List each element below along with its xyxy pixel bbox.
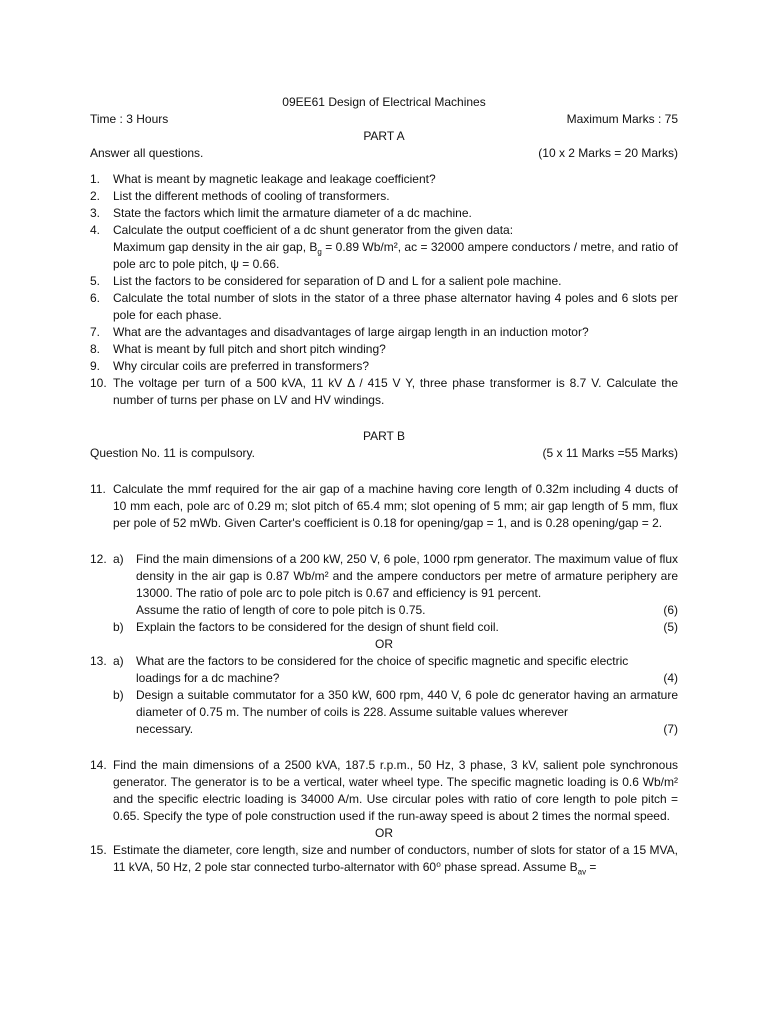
or-separator: OR bbox=[375, 826, 393, 840]
part-a-heading: PART A bbox=[363, 129, 405, 143]
part-a-instruction: Answer all questions. bbox=[90, 146, 204, 160]
question-12b: b) Explain the factors to be considered for the design of shunt field coil. (5) bbox=[113, 620, 678, 634]
question-1: 1. What is meant by magnetic leakage and leakage coefficient? bbox=[90, 172, 436, 186]
question-13a: a) What are the factors to be considered for the choice of specific magnetic and specific electric loadings for a dc machine? (4) bbox=[113, 654, 678, 685]
question-13b: b) Design a suitable commutator for a 350 kW, 600 rpm, 440 V, 6 pole dc generator having an armature diameter of 0.75 m. The number of coils is 228. Assume suitable values wherever necessary. (7) bbox=[113, 688, 678, 736]
max-marks-label: Maximum Marks : 75 bbox=[566, 112, 678, 126]
part-b-marks: (5 x 11 Marks =55 Marks) bbox=[542, 446, 678, 460]
question-12a: a) Find the main dimensions of a 200 kW, 250 V, 6 pole, 1000 rpm generator. The maximum value of flux density in the air gap is 0.87 Wb/m² and the ampere conductors per metre of armature periphery are 13000. The ratio of pole arc to pole pitch is 0.67 and efficiency is 91 percent. Assume the ratio of length of core to pole pitch is 0.75. (6) bbox=[113, 552, 678, 617]
part-a-marks: (10 x 2 Marks = 20 Marks) bbox=[538, 146, 678, 160]
marks-label: (6) bbox=[663, 603, 678, 617]
question-10: 10. The voltage per turn of a 500 kVA, 11 kV Δ / 415 V Y, three phase transformer is 8.7 V. Calculate the number of turns per phase on LV and HV windings. bbox=[90, 376, 678, 407]
question-5: 5. List the factors to be considered for separation of D and L for a salient pole machine. bbox=[90, 274, 562, 288]
paper-title: 09EE61 Design of Electrical Machines bbox=[282, 95, 486, 109]
question-4: 4. Calculate the output coefficient of a dc shunt generator from the given data: Maximum gap density in the air gap, $B_g = 0.89$ Wb/m², ac = 32000 ampere conductors / metre, and ratio of pole arc to pole pitch, ψ = 0.66. bbox=[90, 223, 678, 271]
time-marks-row bbox=[90, 111, 678, 128]
question-8: 8. What is meant by full pitch and short pitch winding? bbox=[90, 342, 386, 356]
marks-label: (5) bbox=[663, 620, 678, 634]
marks-label: (7) bbox=[663, 722, 678, 736]
question-2: 2. List the different methods of cooling of transformers. bbox=[90, 189, 390, 203]
question-13: 13. a) What are the factors to be considered for the choice of specific magnetic and specific electric loadings for a dc machine? (4) b) Design a suitable commutator for a 350 kW, 600 rpm, 440 V, 6 pole dc generator having an armature diameter of 0.75 m. The number of coils is 228. Assume suitable values wherever necessary. (7) bbox=[90, 654, 678, 736]
or-separator: OR bbox=[375, 637, 393, 651]
question-11: 11. Calculate the mmf required for the air gap of a machine having core length of 0.32m including 4 ducts of 10 mm each, pole arc of 0.29 m; slot pitch of 65.4 mm; slot opening of 5 mm; air gap length of 5 mm, flux per pole of 52 mWb. Given Carter's coefficient is 0.18 for opening/gap = 1, and is 0.28 opening/gap = 2. bbox=[90, 482, 678, 530]
question-6: 6. Calculate the total number of slots in the stator of a three phase alternator having 4 poles and 6 slots per pole for each phase. bbox=[90, 291, 678, 322]
question-12: 12. a) Find the main dimensions of a 200 kW, 250 V, 6 pole, 1000 rpm generator. The maximum value of flux density in the air gap is 0.87 Wb/m² and the ampere conductors per metre of armature periphery are 13000. The ratio of pole arc to pole pitch is 0.67 and efficiency is 91 percent. Assume the ratio of length of core to pole pitch is 0.75. (6) b) Explain the factors to be considered for the design of shunt field coil. (5) bbox=[90, 552, 678, 634]
question-14: 14. Find the main dimensions of a 2500 kVA, 187.5 r.p.m., 50 Hz, 3 phase, 3 kV, salient pole synchronous generator. The generator is to be a vertical, water wheel type. The specific magnetic loading is 0.6 Wb/m² and the specific electric loading is 34000 A/m. Use circular poles with ratio of core length to pole pitch = 0.65. Specify the type of pole construction used if the run-away speed is about 2 times the normal speed. bbox=[90, 758, 678, 823]
question-7: 7. What are the advantages and disadvantages of large airgap length in an induction motor? bbox=[90, 325, 589, 339]
part-a-instruction-row bbox=[90, 145, 678, 162]
exam-paper bbox=[90, 94, 678, 876]
part-b-instruction: Question No. 11 is compulsory. bbox=[90, 446, 255, 460]
marks-label: (4) bbox=[663, 671, 678, 685]
part-b-heading: PART B bbox=[362, 429, 406, 443]
question-3: 3. State the factors which limit the armature diameter of a dc machine. bbox=[90, 206, 472, 220]
time-label: Time : 3 Hours bbox=[90, 112, 169, 126]
question-9: 9. Why circular coils are preferred in transformers? bbox=[90, 359, 370, 373]
part-b-instruction-row bbox=[90, 445, 678, 462]
question-15: 15. Estimate the diameter, core length, size and number of conductors, number of slots for stator of a 15 MVA, 11 kVA, 50 Hz, 2 pole star connected turbo-alternator with 60⁰ phase spread. Assume $B_{av}$ = bbox=[90, 843, 678, 877]
